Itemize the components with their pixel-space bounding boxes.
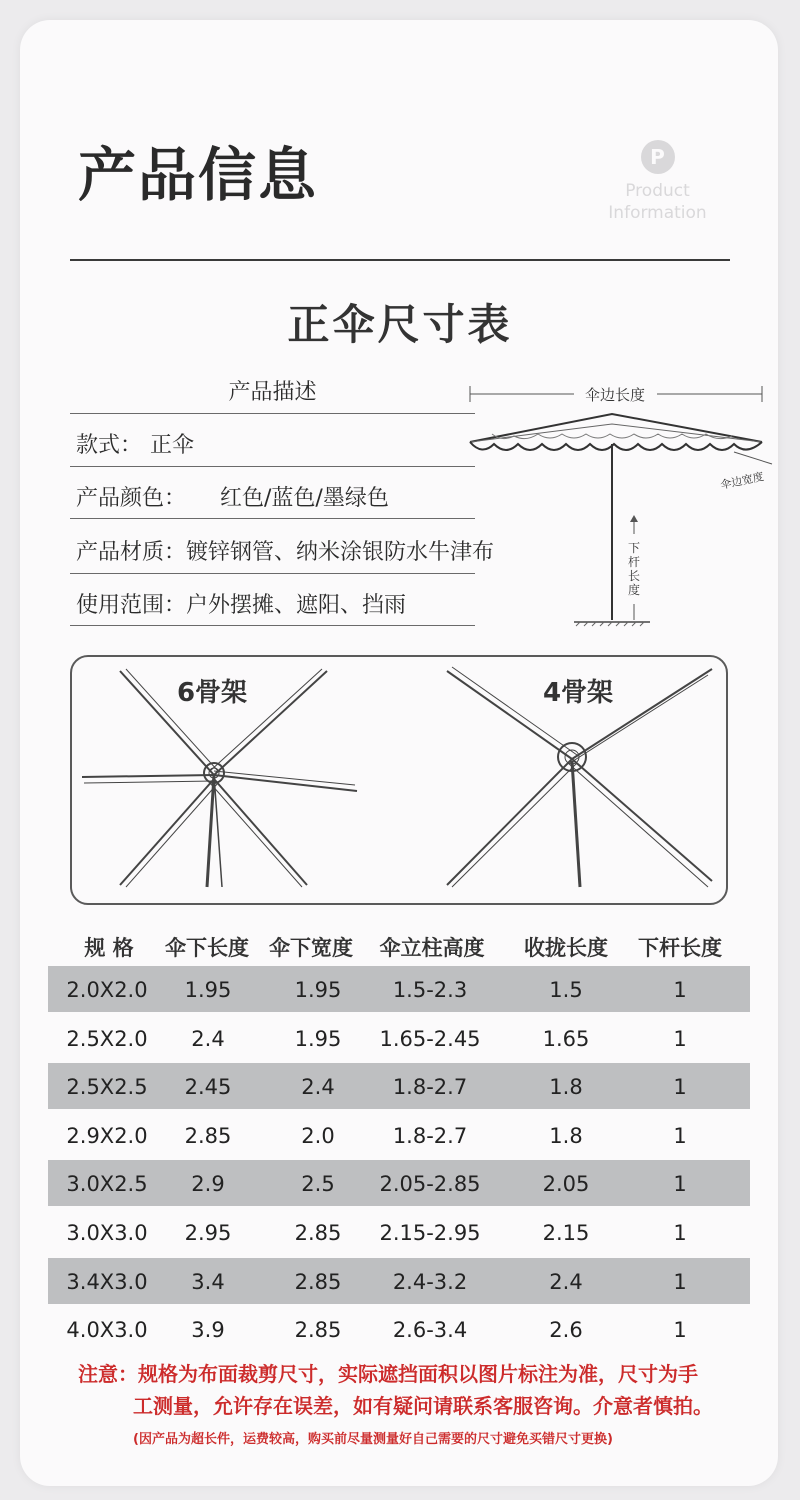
note-line-2: 工测量，允许存在误差，如有疑问请联系客服咨询。介意者慎拍。 bbox=[133, 1394, 713, 1418]
description-divider bbox=[70, 466, 475, 467]
table-cell: 1 bbox=[673, 1172, 687, 1197]
edge-width-dimension bbox=[719, 452, 772, 492]
description-row-material bbox=[76, 535, 494, 566]
description-value: 正伞 bbox=[150, 433, 195, 458]
edge-width-label: 伞边宽度 bbox=[719, 469, 766, 492]
table-cell: 1.95 bbox=[184, 978, 232, 1002]
table-cell: 1 bbox=[673, 1221, 687, 1245]
table-cell: 2.85 bbox=[294, 1221, 342, 1245]
table-cell: 2.5X2.5 bbox=[66, 1075, 148, 1100]
table-cell: 1 bbox=[673, 1269, 687, 1294]
pole-length-dimension bbox=[628, 515, 640, 620]
table-cell: 2.6 bbox=[549, 1318, 583, 1343]
table-cell: 1.65 bbox=[542, 1026, 590, 1051]
table-cell: 1.95 bbox=[294, 1026, 342, 1051]
description-heading: 产品描述 bbox=[228, 380, 317, 405]
table-cell: 2.4 bbox=[549, 1269, 583, 1294]
description-divider bbox=[70, 573, 475, 574]
description-divider bbox=[70, 413, 475, 414]
description-label: 款式： bbox=[76, 433, 143, 458]
table-cell: 2.15-2.95 bbox=[379, 1221, 481, 1245]
description-value: 红色/蓝色/墨绿色 bbox=[220, 486, 389, 511]
badge-p-icon: P bbox=[641, 140, 675, 174]
table-cell: 3.0X2.5 bbox=[66, 1172, 148, 1197]
table-cell: 1.8-2.7 bbox=[392, 1123, 468, 1148]
badge-line-1: Product bbox=[625, 181, 690, 201]
table-cell: 2.4 bbox=[191, 1026, 225, 1051]
description-label: 产品颜色： bbox=[76, 486, 187, 511]
table-cell: 1.5-2.3 bbox=[392, 978, 468, 1002]
table-cell: 4.0X3.0 bbox=[66, 1318, 148, 1343]
description-value: 户外摆摊、遮阳、挡雨 bbox=[186, 593, 407, 618]
table-cell: 1.8-2.7 bbox=[392, 1075, 468, 1100]
col-header-length: 伞下长度 bbox=[165, 936, 249, 960]
description-value: 镀锌钢管、纳米涂银防水牛津布 bbox=[186, 540, 495, 565]
description-label: 使用范围： bbox=[76, 593, 187, 618]
description-divider bbox=[70, 518, 475, 519]
pole-length-label: 下杆长度 bbox=[628, 541, 641, 597]
description-label: 产品材质： bbox=[76, 540, 187, 565]
col-header-folded-length: 收拢长度 bbox=[524, 936, 608, 960]
table-cell: 2.0 bbox=[301, 1123, 335, 1148]
table-cell: 1.65-2.45 bbox=[379, 1026, 481, 1051]
edge-length-label: 伞边长度 bbox=[584, 386, 646, 404]
table-cell: 2.85 bbox=[294, 1269, 342, 1294]
table-cell: 3.9 bbox=[191, 1318, 225, 1343]
table-cell: 1 bbox=[673, 978, 687, 1002]
table-cell: 3.4 bbox=[191, 1269, 225, 1294]
umbrella-diagram bbox=[462, 372, 782, 642]
table-cell: 2.9X2.0 bbox=[66, 1123, 148, 1148]
table-cell: 2.15 bbox=[542, 1221, 590, 1245]
table-cell: 2.4-3.2 bbox=[392, 1269, 468, 1294]
table-cell: 2.85 bbox=[294, 1318, 342, 1343]
table-cell: 1 bbox=[673, 1318, 687, 1343]
four-rib-label: 4骨架 bbox=[542, 678, 614, 708]
six-rib-label: 6骨架 bbox=[176, 678, 248, 708]
frame-sketches bbox=[72, 657, 728, 905]
note-line-3: (因产品为超长件，运费较高，购买前尽量测量好自己需要的尺寸避免买错尺寸更换) bbox=[133, 1432, 613, 1447]
table-cell: 2.95 bbox=[184, 1221, 232, 1245]
size-chart-title: 正伞尺寸表 bbox=[287, 300, 513, 349]
col-header-spec: 规 格 bbox=[84, 936, 134, 960]
description-row-style bbox=[76, 428, 194, 459]
title-divider bbox=[70, 259, 730, 261]
col-header-width: 伞下宽度 bbox=[269, 936, 353, 960]
description-row-usage bbox=[76, 588, 406, 619]
description-divider bbox=[70, 625, 475, 626]
table-cell: 1 bbox=[673, 1075, 687, 1100]
table-cell: 2.6-3.4 bbox=[392, 1318, 468, 1343]
note-line-1: 注意：规格为布面裁剪尺寸，实际遮挡面积以图片标注为准，尺寸为手 bbox=[78, 1362, 698, 1386]
badge-line-2: Information bbox=[608, 203, 707, 223]
table-cell: 1.8 bbox=[549, 1123, 583, 1148]
col-header-post-height: 伞立柱高度 bbox=[379, 936, 485, 960]
ground-line bbox=[574, 622, 650, 626]
table-cell: 3.4X3.0 bbox=[66, 1269, 148, 1294]
table-cell: 2.9 bbox=[191, 1172, 225, 1197]
col-header-pole-length: 下杆长度 bbox=[638, 936, 722, 960]
table-cell: 2.85 bbox=[184, 1123, 232, 1148]
table-cell: 2.0X2.0 bbox=[66, 978, 148, 1002]
page-title: 产品信息 bbox=[78, 141, 319, 209]
product-info-badge bbox=[600, 140, 715, 224]
table-cell: 2.45 bbox=[184, 1075, 232, 1100]
table-cell: 2.5X2.0 bbox=[66, 1026, 148, 1051]
table-cell: 2.4 bbox=[301, 1075, 335, 1100]
table-cell: 1.8 bbox=[549, 1075, 583, 1100]
table-cell: 1.5 bbox=[549, 978, 583, 1002]
table-cell: 1 bbox=[673, 1123, 687, 1148]
table-cell: 1.95 bbox=[294, 978, 342, 1002]
description-row-color bbox=[76, 481, 389, 512]
canopy bbox=[470, 414, 762, 450]
table-cell: 2.5 bbox=[301, 1172, 335, 1197]
table-cell: 1 bbox=[673, 1026, 687, 1051]
table-cell: 3.0X3.0 bbox=[66, 1221, 148, 1245]
edge-length-dimension bbox=[470, 386, 762, 404]
table-cell: 2.05 bbox=[542, 1172, 590, 1197]
table-cell: 2.05-2.85 bbox=[379, 1172, 481, 1197]
